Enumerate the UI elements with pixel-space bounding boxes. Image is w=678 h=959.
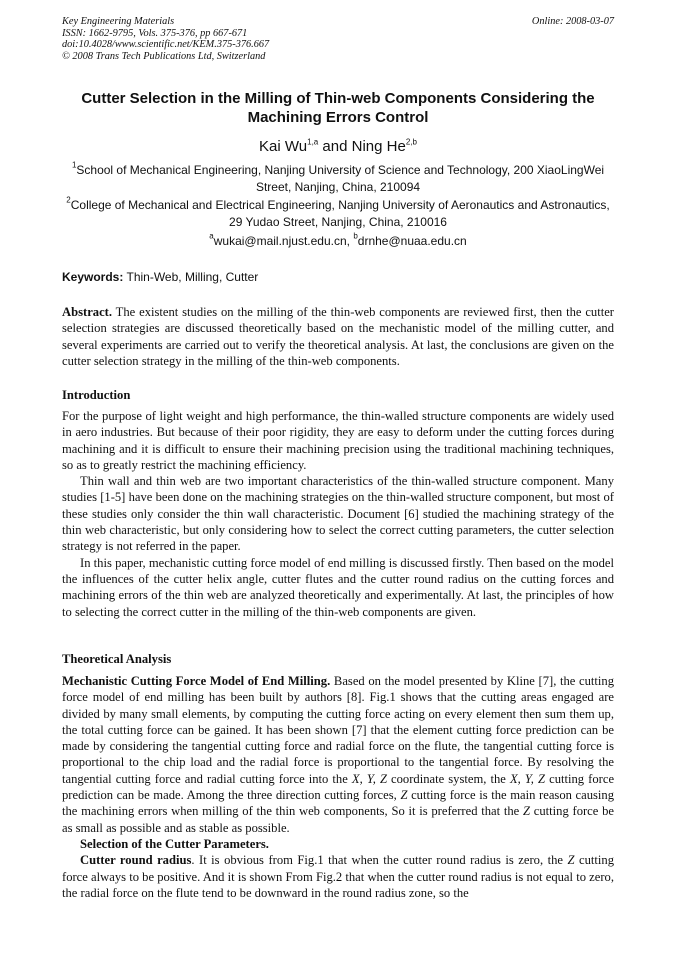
math-var: X, (509, 771, 521, 786)
keywords-list: Thin-Web, Milling, Cutter (126, 270, 259, 284)
keywords-label: Keywords: (62, 270, 124, 284)
paragraph: Thin wall and thin web are two important characteristics of the thin-walled structure component. Many studies [1-5] have been done on the machining strategies on the thin-walled structure component, but most of these studies only consider the thin wall characteristic. Document [6] studied the machining strategy of the thin web characteristic, but only considering how to select the correct cutting parameters, the cutter selection strategy is not referred in the paper. (62, 474, 614, 554)
text-run: . It is obvious from Fig.1 that when the cutter round radius is zero, the (191, 853, 563, 868)
author-superscript: 2,b (405, 137, 417, 147)
abstract-text: The existent studies on the milling of the thin-web components are reviewed first, then the cutter selection strategies are discussed theoretically based on the mechanistic model of the milling cutter, and several experiments are carried out to verify the theoretical analysis. At last, the conclusions are given on the cutter selection strategy in the milling of the thin-web components. (62, 305, 615, 368)
paper-title: Cutter Selection in the Milling of Thin-web Components Considering the Machining Errors Control (81, 90, 595, 126)
email-marker: a (209, 231, 214, 241)
paragraph: For the purpose of light weight and high performance, the thin-walled structure components are widely used in aero industries. But because of their poor rigidity, they are easy to deform under the cutting forces during machining and it is difficult to ensure their machining precision using the traditional machining techniques, so as to greatly restrict the machining efficiency. (62, 409, 614, 472)
author-name: Ning He (351, 138, 406, 155)
affiliation-marker: 2 (66, 195, 71, 205)
author-emails (62, 233, 614, 250)
introduction-body (62, 408, 614, 620)
math-var: Z (567, 853, 575, 868)
email-link[interactable]: wukai@mail.njust.edu.cn, (213, 234, 350, 248)
journal-copyright: © 2008 Trans Tech Publications Ltd, Switzerland (62, 50, 266, 62)
math-var: Y, (366, 771, 376, 786)
subsection-heading: Cutter round radius (80, 853, 192, 868)
abstract (62, 304, 614, 369)
author-conjunction: and (322, 138, 348, 155)
paragraph: In this paper, mechanistic cutting force model of end milling is discussed firstly. Then based on the model the influences of the cutter helix angle, cutter flutes and the cutter round radius on the cutting forces and machining errors of the thin web are analyzed theoretically and experimentally. At last, the principles of how to selecting the correct cutter in the milling of the thin-web components are given. (62, 555, 614, 619)
text-run: cutting force be as small as possible and as stable as possible. (62, 804, 614, 835)
paragraph (62, 836, 614, 852)
text-run: coordinate system, the (391, 771, 506, 786)
author-superscript: 1,a (307, 137, 319, 147)
email-link[interactable]: drnhe@nuaa.edu.cn (357, 234, 467, 248)
online-date: Online: 2008-03-07 (531, 16, 614, 27)
math-var: Z (379, 771, 387, 786)
affiliation-text: College of Mechanical and Electrical Engineering, Nanjing University of Aeronautics and Astronautics, 29 Yudao Street, Nanjing, China, 210016 (70, 198, 610, 229)
email-marker: b (353, 231, 358, 241)
paragraph (62, 673, 614, 836)
authors (62, 137, 614, 157)
journal-issn: ISSN: 1662-9795, Vols. 375-376, pp 667-671 (62, 27, 248, 39)
theory-body (62, 673, 614, 901)
subsection-heading: Mechanistic Cutting Force Model of End Milling. (62, 674, 331, 688)
text-run: Based on the model presented by Kline [7], the cutting force model of end milling has been built by authors [8]. Fig.1 shows that the cutting areas engaged are divided by many small elements, by computing the cutting force acting on every element then sum them up, the total cutting force can be gained. It has been shown [7] that the element cutting force prediction can be made by considering the tangential cutting force and radial force on the flute, the tangential cutting force is proportional to the chip load and the radial force is proportional to the tangential force. By resolving the tangential cutting force and radial cutting force into the (62, 674, 614, 786)
journal-doi: doi:10.4028/www.scientific.net/KEM.375-376.667 (62, 39, 270, 51)
section-heading-theoretical-analysis: Theoretical Analysis (62, 652, 172, 666)
paragraph (62, 852, 614, 901)
text-run: cutting force always to be positive. And it is shown From Fig.2 that when the cutter round radius is not equal to zero, the radial force on the flute tend to be downward in the round radius zone, so the (62, 853, 614, 900)
affiliation-marker: 1 (71, 160, 77, 170)
section-heading-introduction: Introduction (62, 388, 131, 402)
affiliation-text: School of Mechanical Engineering, Nanjing University of Science and Technology, 200 XiaoLingWei Street, Nanjing, China, 210094 (76, 163, 605, 194)
text-run: cutting force is the main reason causing the machining errors when milling of the thin web components, So it is preferred that the (62, 788, 615, 819)
text-run: cutting force prediction can be made. Among the three direction cutting forces, (62, 771, 615, 803)
affiliation-1 (62, 162, 614, 196)
math-var: Z (523, 804, 531, 819)
abstract-label: Abstract. (62, 305, 113, 319)
math-var: Z (400, 788, 408, 803)
math-var: Y, (524, 771, 534, 786)
journal-name: Key Engineering Materials (62, 16, 175, 27)
affiliation-2 (62, 197, 614, 231)
author-name: Kai Wu (259, 138, 308, 155)
math-var: X, (351, 771, 363, 786)
journal-info (62, 16, 269, 62)
subsection-heading: Selection of the Cutter Parameters. (80, 836, 269, 851)
keywords (62, 269, 614, 285)
math-var: Z (538, 771, 546, 786)
